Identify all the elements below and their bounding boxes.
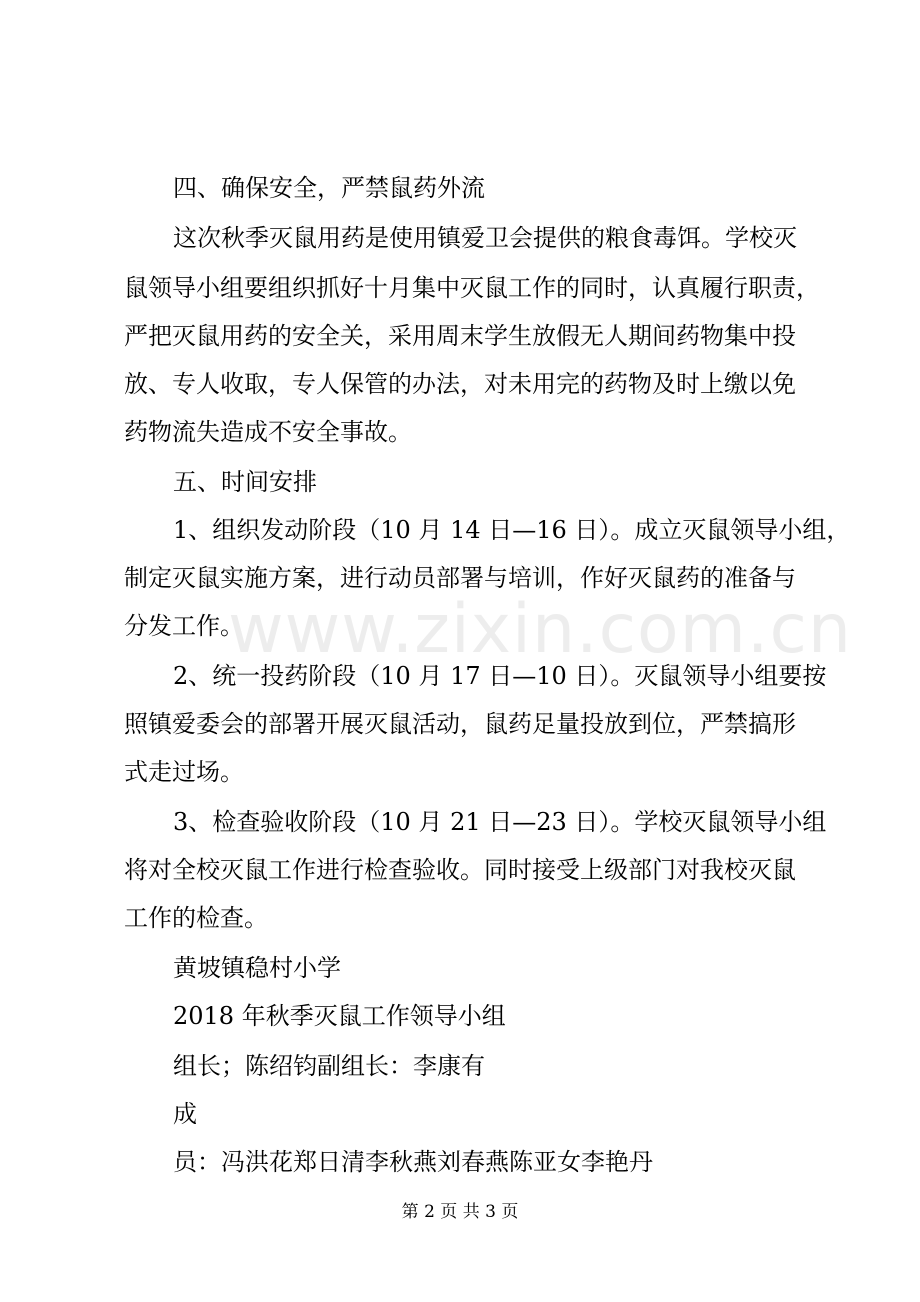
group-leaders: 组长；陈绍钧副组长：李康有	[173, 1052, 485, 1080]
paragraph-line: 1、组织发动阶段（10 月 14 日—16 日）。成立灭鼠领导小组，	[173, 516, 851, 544]
paragraph-line: 将对全校灭鼠工作进行检查验收。同时接受上级部门对我校灭鼠	[124, 856, 796, 884]
paragraph-line: 制定灭鼠实施方案，进行动员部署与培训，作好灭鼠药的准备与	[124, 564, 796, 592]
paragraph-line: 鼠领导小组要组织抓好十月集中灭鼠工作的同时，认真履行职责，	[124, 274, 820, 302]
paragraph-line: 工作的检查。	[124, 904, 268, 932]
paragraph-line: 严把灭鼠用药的安全关，采用周末学生放假无人期间药物集中投	[124, 322, 796, 350]
paragraph-line: 照镇爱委会的部署开展灭鼠活动，鼠药足量投放到位，严禁搞形	[124, 710, 796, 738]
paragraph-line: 药物流失造成不安全事故。	[124, 418, 412, 446]
watermark: www.zixin.com.cn	[228, 590, 852, 669]
paragraph-line: 2、统一投药阶段（10 月 17 日—10 日）。灭鼠领导小组要按	[173, 662, 827, 690]
section-heading-5: 五、时间安排	[173, 468, 317, 496]
group-title: 2018 年秋季灭鼠工作领导小组	[173, 1002, 506, 1030]
section-heading-4: 四、确保安全，严禁鼠药外流	[173, 174, 485, 202]
page-footer: 第 2 页 共 3 页	[401, 1202, 519, 1222]
paragraph-line: 放、专人收取，专人保管的办法，对未用完的药物及时上缴以免	[124, 370, 796, 398]
paragraph-line: 式走过场。	[124, 758, 244, 786]
group-members: 员：冯洪花郑日清李秋燕刘春燕陈亚女李艳丹	[173, 1148, 653, 1176]
paragraph-line: 3、检查验收阶段（10 月 21 日—23 日）。学校灭鼠领导小组	[173, 808, 827, 836]
school-name: 黄坡镇稳村小学	[173, 954, 341, 982]
paragraph-line: 分发工作。	[124, 612, 244, 640]
paragraph-line: 这次秋季灭鼠用药是使用镇爱卫会提供的粮食毒饵。学校灭	[173, 224, 797, 252]
group-members-label: 成	[173, 1100, 197, 1128]
